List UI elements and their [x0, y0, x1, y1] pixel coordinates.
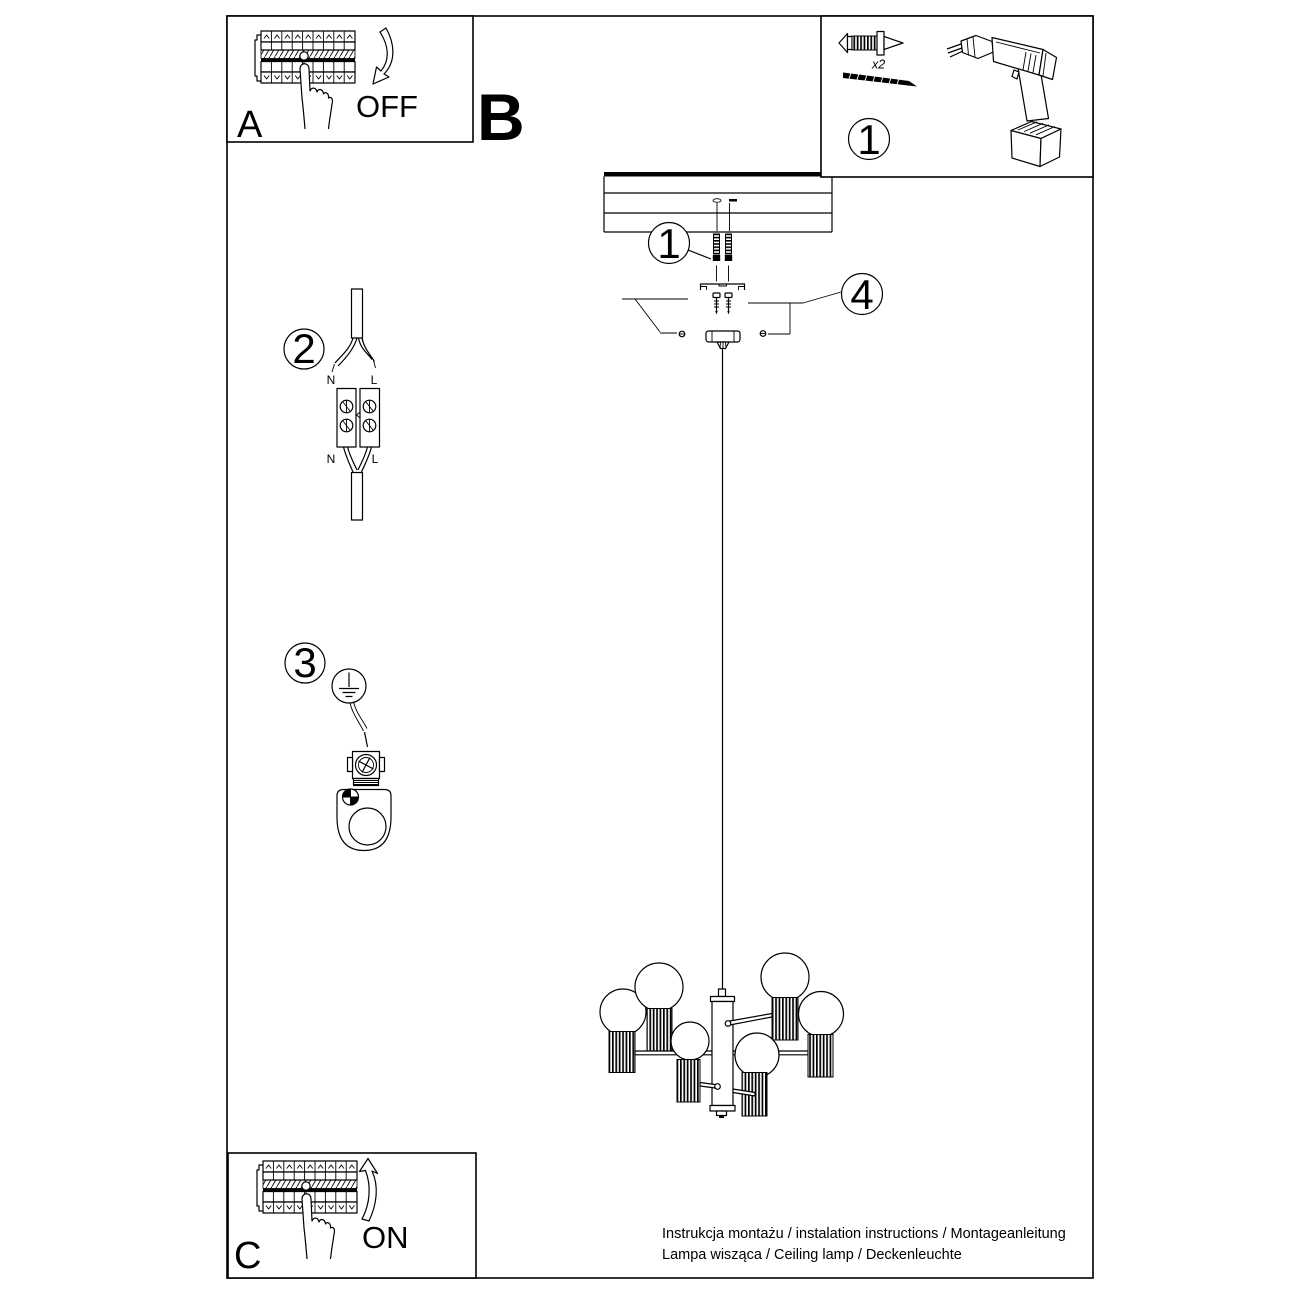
terminal-block-icon	[337, 389, 380, 448]
step-4-leader-lines	[622, 292, 841, 337]
ground-symbol-icon	[332, 669, 366, 703]
bracket-screws-icon	[713, 293, 732, 315]
step-1-badge	[649, 220, 712, 267]
wire-connector	[719, 989, 726, 997]
anchor-qty-label: x2	[872, 57, 886, 72]
cable-bottom	[352, 473, 363, 521]
caption	[662, 1226, 1066, 1263]
ceiling-canopy-icon	[706, 331, 740, 349]
step-2-number: 2	[292, 325, 316, 372]
caption-line-1: Instrukcja montażu / instalation instructions / Montageanleitung	[662, 1226, 1066, 1242]
ground-terminal-icon	[348, 752, 385, 786]
grounding-diagram	[285, 639, 391, 851]
ceiling-icon	[604, 172, 832, 232]
step-3-number: 3	[293, 639, 317, 686]
panel-a-label: A	[237, 104, 263, 146]
off-label: OFF	[356, 89, 418, 124]
wire-n-label-top: N	[326, 373, 336, 387]
step-1-number: 1	[657, 220, 681, 267]
step-4-number: 4	[850, 271, 874, 318]
chandelier-icon	[600, 953, 844, 1118]
on-label: ON	[362, 1220, 409, 1255]
wire-n-label-bottom: N	[326, 452, 336, 466]
wall-anchors-icon	[713, 234, 732, 282]
wiring-diagram	[284, 289, 380, 520]
cable-top	[352, 289, 363, 338]
wire-l-label-top: L	[370, 373, 378, 387]
mounting-bracket-icon	[701, 284, 745, 290]
panel-a	[227, 16, 473, 146]
lamp-body	[710, 997, 735, 1119]
section-b-label: B	[477, 80, 525, 154]
canopy-bottom-icon	[337, 789, 391, 851]
tools-panel	[821, 16, 1093, 177]
wire-l-label-bottom: L	[371, 452, 379, 466]
main-frame	[227, 16, 1093, 1278]
step-4-badge	[842, 271, 883, 318]
panel-c-label: C	[234, 1235, 262, 1277]
tools-badge-number: 1	[857, 116, 881, 163]
caption-line-2: Lampa wisząca / Ceiling lamp / Deckenleuchte	[662, 1247, 962, 1263]
panel-c	[228, 1153, 476, 1278]
